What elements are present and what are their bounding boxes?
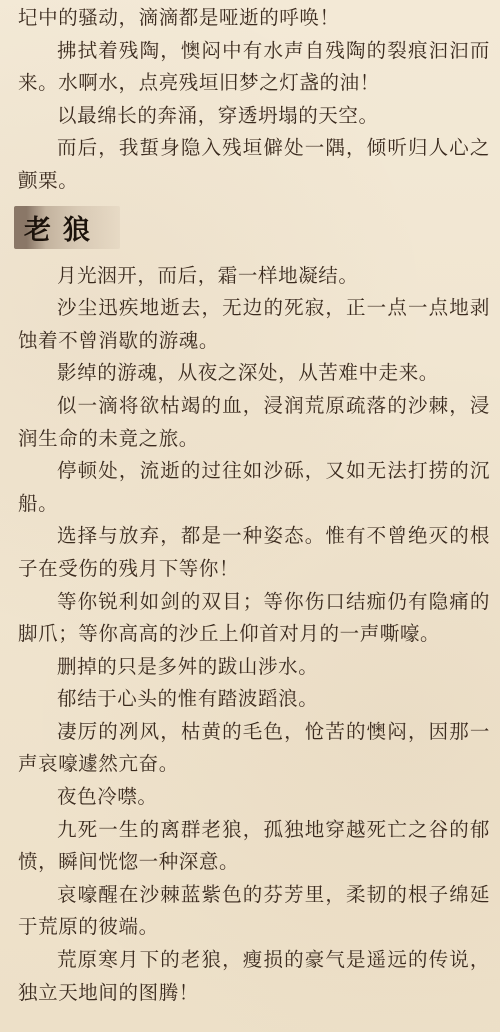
paragraph: 郁结于心头的惟有踏波蹈浪。 — [57, 687, 319, 711]
section-title: 老狼 — [14, 206, 120, 249]
paragraph: 夜色冷噤。 — [57, 785, 158, 809]
paragraph: 似一滴将欲枯竭的血，浸润荒原疏落的沙棘，浸润生命的未竟之旅。 — [18, 393, 490, 450]
paragraph: 荒原寒月下的老狼，瘦损的豪气是遥远的传说，独立天地间的图腾！ — [18, 948, 490, 1004]
paragraph: 凄厉的冽风，枯黄的毛色，怆苦的懊闷，因那一声哀嚎遽然亢奋。 — [18, 719, 490, 776]
paragraph: 沙尘迅疾地逝去，无边的死寂，正一点一点地剥蚀着不曾消歇的游魂。 — [18, 296, 490, 352]
poem-body — [18, 260, 490, 1010]
paragraph: 停顿处，流逝的过往如沙砾，又如无法打捞的沉船。 — [18, 459, 490, 515]
paragraph: 圮中的骚动，滴滴都是哑逝的呼唤！ — [18, 6, 340, 29]
paragraph: 月光洇开，而后，霜一样地凝结。 — [57, 263, 359, 287]
section-heading-block — [14, 204, 490, 252]
paragraph: 影绰的游魂，从夜之深处，从苦难中走来。 — [57, 361, 439, 385]
paragraph: 选择与放弃，都是一种姿态。惟有不曾绝灭的根子在受伤的残月下等你！ — [18, 524, 490, 580]
paragraph: 而后，我蜇身隐入残垣僻处一隅，倾听归人心之颤栗。 — [18, 136, 490, 192]
paragraph: 哀嚎醒在沙棘蓝紫色的芬芳里，柔韧的根子绵延于荒原的彼端。 — [18, 882, 490, 939]
paragraph: 拂拭着残陶，懊闷中有水声自残陶的裂痕汩汩而来。水啊水，点亮残垣旧梦之灯盏的油！ — [18, 38, 490, 95]
paragraph: 等你锐利如剑的双目；等你伤口结痂仍有隐痛的脚爪；等你高高的沙丘上仰首对月的一声嘶嚎。 — [18, 589, 490, 646]
preceding-essay-ending — [18, 0, 490, 198]
paragraph: 九死一生的离群老狼，孤独地穿越死亡之谷的郁愤，瞬间恍惚一种深意。 — [18, 817, 490, 874]
paragraph: 删掉的只是多舛的跋山涉水。 — [57, 654, 319, 678]
paragraph: 以最绵长的奔涌，穿透坍塌的天空。 — [57, 103, 379, 127]
